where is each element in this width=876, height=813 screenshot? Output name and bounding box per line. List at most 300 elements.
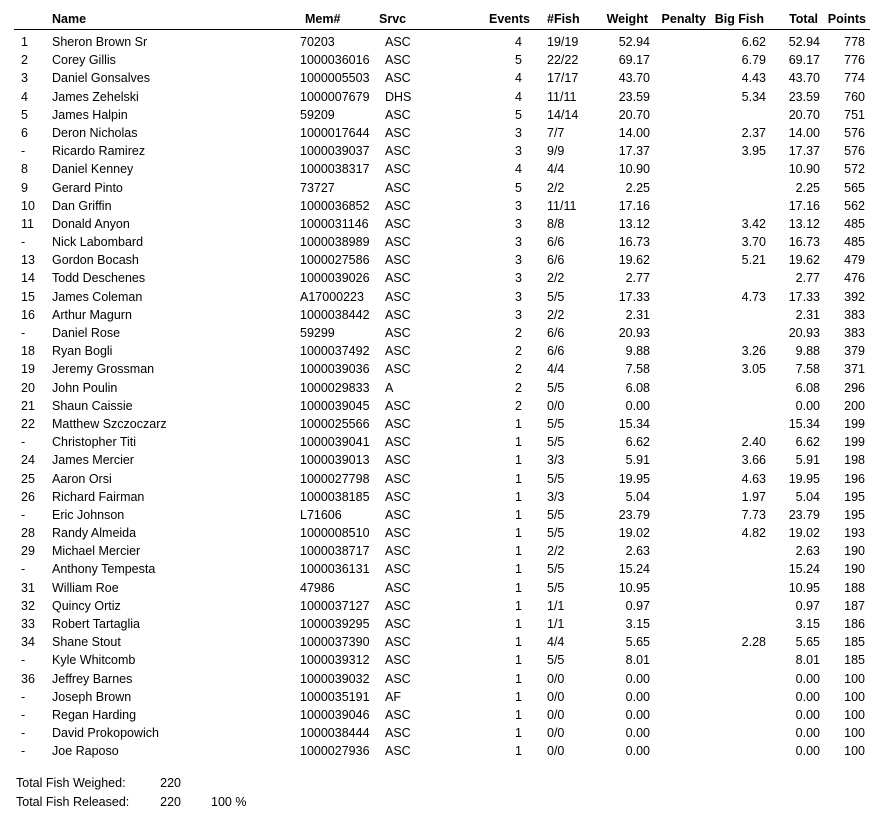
cell-total: 19.02 [788,526,820,541]
cell-weight: 5.91 [625,453,650,468]
cell-events: 1 [515,744,522,759]
table-row [0,344,876,362]
cell-total: 2.77 [795,271,820,286]
cell-name: Ricardo Ramirez [52,144,146,159]
cell-points: 185 [844,635,865,650]
cell-fish: 4/4 [547,362,565,377]
table-row [0,308,876,326]
table-row [0,435,876,453]
table-row [0,90,876,108]
header-divider [14,29,870,30]
cell-name: Arthur Magurn [52,307,132,322]
cell-points: 778 [844,35,865,49]
cell-events: 3 [515,271,522,286]
cell-name: Eric Johnson [52,507,125,522]
cell-total: 15.24 [788,562,820,577]
cell-fish: 1/1 [547,617,565,631]
cell-name: Regan Harding [52,707,137,722]
cell-total: 9.88 [795,344,820,359]
cell-weight: 0.00 [625,744,650,759]
total-weighed-value: 220 [160,776,181,790]
cell-total: 2.31 [795,307,820,322]
cell-events: 4 [515,162,522,177]
cell-place: - [21,235,26,250]
cell-total: 2.25 [795,180,820,195]
cell-mem: 70203 [300,35,335,49]
cell-srvc: DHS [385,89,412,104]
cell-place: 34 [21,635,35,650]
cell-srvc: A [385,380,394,395]
cell-mem: 1000027936 [300,744,370,759]
table-row [0,453,876,471]
cell-mem: 1000027798 [300,471,370,486]
cell-weight: 9.88 [625,344,650,359]
cell-weight: 13.12 [618,216,650,231]
cell-weight: 23.59 [618,89,650,104]
cell-bigfish: 6.62 [741,35,766,49]
table-row [0,362,876,380]
cell-srvc: ASC [385,435,411,450]
cell-bigfish: 3.66 [741,453,766,468]
cell-name: Shane Stout [52,635,121,650]
cell-points: 576 [844,144,865,159]
cell-events: 3 [515,289,522,304]
cell-events: 2 [515,380,522,395]
total-released-value: 220 [160,795,181,809]
cell-total: 23.59 [788,89,820,104]
cell-events: 3 [515,253,522,268]
cell-events: 1 [515,653,522,668]
header-events: Events [489,12,530,26]
cell-weight: 17.16 [618,198,650,213]
cell-name: David Prokopowich [52,726,159,741]
cell-total: 19.62 [788,253,820,268]
table-row [0,399,876,417]
cell-name: Matthew Szczoczarz [52,416,167,431]
cell-fish: 6/6 [547,326,565,340]
table-row [0,708,876,726]
cell-bigfish: 4.43 [741,71,766,86]
cell-fish: 2/2 [547,271,565,286]
cell-place: - [21,726,26,741]
cell-srvc: ASC [385,144,411,159]
cell-place: 20 [21,380,35,395]
cell-points: 185 [844,653,865,668]
cell-points: 760 [844,89,865,104]
cell-events: 1 [515,726,522,741]
cell-fish: 2/2 [547,544,565,559]
cell-weight: 15.24 [618,562,650,577]
cell-srvc: ASC [385,562,411,577]
cell-place: 31 [21,580,35,595]
cell-place: 26 [21,489,35,504]
cell-name: Aaron Orsi [52,471,112,486]
cell-total: 19.95 [788,471,820,486]
table-row [0,672,876,690]
cell-place: 16 [21,307,35,322]
cell-bigfish: 3.70 [741,235,766,250]
cell-name: Gerard Pinto [52,180,123,195]
table-row [0,253,876,271]
cell-place: 4 [21,89,28,104]
cell-mem: 1000036852 [300,198,370,213]
table-row [0,635,876,653]
cell-name: Todd Deschenes [52,271,146,286]
table-row [0,71,876,89]
cell-events: 5 [515,180,522,195]
cell-points: 485 [844,216,865,231]
cell-fish: 6/6 [547,253,565,268]
cell-weight: 20.93 [618,326,650,340]
cell-fish: 4/4 [547,635,565,650]
cell-bigfish: 6.79 [741,53,766,68]
table-row [0,162,876,180]
cell-events: 1 [515,707,522,722]
cell-bigfish: 4.82 [741,526,766,541]
cell-srvc: ASC [385,216,411,231]
cell-srvc: ASC [385,289,411,304]
table-row [0,108,876,126]
cell-total: 14.00 [788,125,820,140]
cell-events: 2 [515,362,522,377]
cell-srvc: ASC [385,180,411,195]
cell-bigfish: 3.95 [741,144,766,159]
total-released-percent: 100 % [211,795,247,809]
cell-weight: 69.17 [618,53,650,68]
cell-mem: 1000038442 [300,307,370,322]
cell-total: 69.17 [788,53,820,68]
table-row [0,726,876,744]
cell-events: 1 [515,671,522,686]
cell-srvc: ASC [385,635,411,650]
cell-total: 17.37 [788,144,820,159]
cell-place: 2 [21,53,28,68]
cell-mem: 1000039036 [300,362,370,377]
cell-fish: 0/0 [547,398,565,413]
cell-weight: 6.08 [625,380,650,395]
cell-name: Randy Almeida [52,526,137,541]
cell-fish: 19/19 [547,35,579,49]
cell-weight: 19.62 [618,253,650,268]
cell-total: 5.91 [795,453,820,468]
cell-name: Michael Mercier [52,544,141,559]
cell-weight: 5.04 [625,489,650,504]
cell-fish: 8/8 [547,216,565,231]
cell-points: 576 [844,125,865,140]
cell-total: 15.34 [788,416,820,431]
cell-bigfish: 2.37 [741,125,766,140]
cell-fish: 5/5 [547,416,565,431]
cell-fish: 0/0 [547,671,565,686]
cell-events: 1 [515,435,522,450]
cell-srvc: ASC [385,580,411,595]
cell-mem: 1000017644 [300,125,370,140]
table-row [0,472,876,490]
cell-fish: 5/5 [547,507,565,522]
cell-fish: 0/0 [547,744,565,759]
cell-place: - [21,707,26,722]
cell-fish: 5/5 [547,380,565,395]
cell-points: 199 [844,435,865,450]
cell-mem: 1000038989 [300,235,370,250]
header-srvc: Srvc [379,12,407,26]
cell-place: 25 [21,471,35,486]
cell-srvc: ASC [385,53,411,68]
cell-fish: 5/5 [547,562,565,577]
cell-points: 100 [844,671,865,686]
total-released-line [0,795,876,813]
cell-mem: 1000039041 [300,435,370,450]
table-row [0,417,876,435]
cell-srvc: ASC [385,271,411,286]
cell-srvc: ASC [385,307,411,322]
header-points: Points [827,12,866,26]
cell-mem: 73727 [300,180,335,195]
cell-name: Ryan Bogli [52,344,113,359]
cell-fish: 6/6 [547,235,565,250]
cell-events: 2 [515,398,522,413]
cell-place: 29 [21,544,35,559]
cell-events: 1 [515,689,522,704]
cell-srvc: ASC [385,453,411,468]
cell-place: 14 [21,271,35,286]
cell-fish: 0/0 [547,726,565,741]
cell-points: 379 [844,344,865,359]
cell-weight: 2.31 [625,307,650,322]
cell-events: 1 [515,416,522,431]
cell-name: Jeremy Grossman [52,362,155,377]
table-row [0,526,876,544]
cell-srvc: ASC [385,125,411,140]
cell-weight: 16.73 [618,235,650,250]
table-row [0,653,876,671]
cell-events: 1 [515,507,522,522]
cell-name: Shaun Caissie [52,398,133,413]
cell-srvc: ASC [385,598,411,613]
table-row [0,581,876,599]
cell-place: - [21,507,26,522]
cell-place: 11 [21,216,34,231]
table-row [0,744,876,762]
table-row [0,271,876,289]
cell-events: 2 [515,326,522,340]
cell-fish: 7/7 [547,125,565,140]
cell-mem: 1000036131 [300,562,370,577]
cell-events: 1 [515,598,522,613]
cell-fish: 9/9 [547,144,565,159]
cell-weight: 0.00 [625,726,650,741]
cell-name: Quincy Ortiz [52,598,121,613]
cell-points: 774 [844,71,865,86]
cell-name: James Mercier [52,453,134,468]
table-row [0,144,876,162]
cell-name: Corey Gillis [52,53,116,68]
cell-bigfish: 5.21 [741,253,766,268]
table-row [0,490,876,508]
cell-place: 33 [21,617,35,631]
table-row [0,381,876,399]
cell-weight: 2.77 [625,271,650,286]
cell-total: 0.00 [795,689,820,704]
cell-place: 24 [21,453,35,468]
cell-events: 1 [515,580,522,595]
cell-total: 6.08 [795,380,820,395]
cell-points: 485 [844,235,865,250]
table-row [0,562,876,580]
cell-fish: 17/17 [547,71,579,86]
cell-srvc: ASC [385,617,411,631]
cell-bigfish: 1.97 [741,489,766,504]
cell-points: 479 [844,253,865,268]
header-bigfish: Big Fish [714,12,764,26]
cell-points: 392 [844,289,865,304]
cell-fish: 2/2 [547,180,565,195]
cell-points: 190 [844,562,865,577]
cell-total: 8.01 [795,653,820,668]
cell-name: James Halpin [52,107,128,122]
cell-srvc: ASC [385,198,411,213]
cell-points: 200 [844,398,865,413]
cell-weight: 17.37 [618,144,650,159]
cell-fish: 3/3 [547,453,565,468]
cell-bigfish: 3.26 [741,344,766,359]
table-row [0,235,876,253]
cell-place: 22 [21,416,35,431]
cell-place: 5 [21,107,28,122]
cell-weight: 52.94 [618,35,650,49]
cell-srvc: ASC [385,235,411,250]
cell-srvc: ASC [385,107,411,122]
cell-name: Sheron Brown Sr [52,35,148,49]
header-weight: Weight [606,12,648,26]
cell-name: Daniel Kenney [52,162,134,177]
cell-weight: 7.58 [625,362,650,377]
cell-weight: 20.70 [618,107,650,122]
cell-mem: 1000039046 [300,707,370,722]
cell-name: Deron Nicholas [52,125,138,140]
cell-srvc: ASC [385,253,411,268]
cell-fish: 14/14 [547,107,579,122]
cell-total: 3.15 [795,617,820,631]
cell-srvc: ASC [385,35,411,49]
cell-place: - [21,689,26,704]
cell-mem: A17000223 [300,289,364,304]
cell-mem: 1000029833 [300,380,370,395]
cell-place: 32 [21,598,35,613]
cell-fish: 5/5 [547,471,565,486]
cell-fish: 5/5 [547,435,565,450]
cell-weight: 2.63 [625,544,650,559]
cell-weight: 23.79 [618,507,650,522]
cell-bigfish: 3.42 [741,216,766,231]
cell-events: 1 [515,489,522,504]
cell-points: 100 [844,726,865,741]
table-row [0,326,876,344]
cell-events: 3 [515,125,522,140]
cell-bigfish: 5.34 [741,89,766,104]
cell-events: 5 [515,53,522,68]
cell-total: 23.79 [788,507,820,522]
cell-points: 565 [844,180,865,195]
cell-total: 17.16 [788,198,820,213]
cell-weight: 43.70 [618,71,650,86]
cell-srvc: ASC [385,416,411,431]
table-row [0,599,876,617]
cell-fish: 22/22 [547,53,579,68]
cell-place: 9 [21,180,28,195]
cell-points: 476 [844,271,865,286]
cell-total: 10.95 [788,580,820,595]
cell-place: - [21,326,26,340]
cell-place: 36 [21,671,35,686]
cell-points: 296 [844,380,865,395]
cell-events: 1 [515,453,522,468]
cell-points: 195 [844,489,865,504]
cell-mem: L71606 [300,507,342,522]
cell-name: Donald Anyon [52,216,130,231]
cell-weight: 3.15 [625,617,650,631]
total-released-label: Total Fish Released: [16,795,130,809]
cell-place: - [21,744,26,759]
cell-weight: 8.01 [625,653,650,668]
cell-name: Daniel Rose [52,326,121,340]
cell-name: James Zehelski [52,89,139,104]
cell-total: 0.97 [795,598,820,613]
cell-weight: 19.95 [618,471,650,486]
cell-points: 196 [844,471,865,486]
cell-fish: 2/2 [547,307,565,322]
cell-srvc: ASC [385,544,411,559]
cell-bigfish: 4.63 [741,471,766,486]
table-row [0,544,876,562]
cell-total: 0.00 [795,744,820,759]
cell-name: John Poulin [52,380,118,395]
cell-fish: 1/1 [547,598,565,613]
cell-name: Christopher Titi [52,435,137,450]
cell-name: Robert Tartaglia [52,617,141,631]
cell-srvc: ASC [385,344,411,359]
cell-fish: 4/4 [547,162,565,177]
cell-events: 4 [515,35,522,49]
cell-place: 6 [21,125,28,140]
header-penalty: Penalty [661,12,706,26]
cell-points: 190 [844,544,865,559]
cell-total: 0.00 [795,707,820,722]
cell-weight: 0.00 [625,398,650,413]
cell-points: 562 [844,198,865,213]
cell-srvc: ASC [385,507,411,522]
cell-total: 10.90 [788,162,820,177]
cell-name: Joe Raposo [52,744,119,759]
cell-mem: 1000037390 [300,635,370,650]
cell-fish: 5/5 [547,653,565,668]
cell-bigfish: 3.05 [741,362,766,377]
cell-srvc: ASC [385,744,411,759]
header-fish: #Fish [547,12,580,26]
cell-events: 1 [515,471,522,486]
cell-mem: 1000039032 [300,671,370,686]
cell-points: 100 [844,707,865,722]
cell-events: 5 [515,107,522,122]
cell-fish: 3/3 [547,489,565,504]
cell-mem: 1000025566 [300,416,370,431]
cell-mem: 1000027586 [300,253,370,268]
cell-place: 28 [21,526,35,541]
cell-total: 2.63 [795,544,820,559]
cell-srvc: AF [385,689,401,704]
cell-name: Nick Labombard [52,235,144,250]
cell-bigfish: 7.73 [741,507,766,522]
